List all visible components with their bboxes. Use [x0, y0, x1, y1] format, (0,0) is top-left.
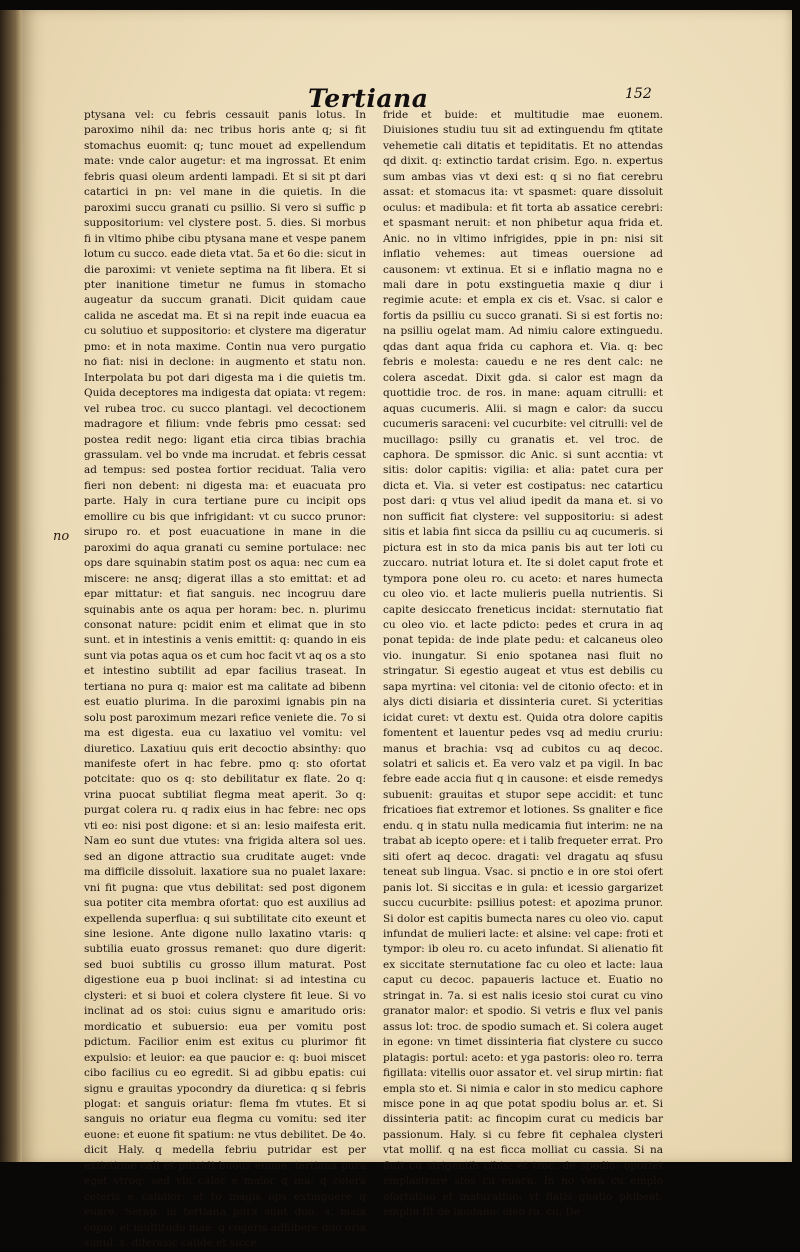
folio-number: 152 [625, 86, 652, 102]
right-column-text: fride et buide: et multitudie mae euonem. Diuisiones studiu tuu sit ad extinguendu fm qtitate vehemetie cali ditatis et tepiditatis. Et no attendas qd dixit. q: extinctio tardat crisim. Ego. n. expertus sum ambas vias vt dexi est: q si no fiat cerebru assat: et stomacus ita: vt spasmet: quare dissoluit oculus: et madibula: et fit torta ab assatice cerebri: et spasmant neruit: et non phibetur aqua frida et. Anic. no in vltimo infrigides, ppie in pn: nisi sit inflatio vehemes: aut timeas ouersione ad causonem: vt extinua. Et si e inflatio magna no e mali dare in potu exstinguetia maxie q diur i regimie acute: et empla ex cis et. Vsac. si calor e fortis da psilliu cu succo granati. Si si est fortis no: na psilliu ogelat mam. Ad nimiu calore extinguedu. qdas dant aqua frida cu caphora et. Via. q: bec febris e molesta: cauedu e ne res dent calc: ne colera ascedat. Dixit gda. si calor est magn da quottidie troc. de ros. in mane: aquam citrulli: et aquas cucumeris. Alii. si magn e calor: da succu cucumeris saraceni: vel cucurbite: vel citrulli: vel de mucillago: psilly cu granatis et. vel troc. de caphora. De spmissor. dic Anic. si sunt accntia: vt sitis: dolor capitis: vigilia: et alia: patet cura per dicta et. Via. si veter est costipatus: nec catarticu post dari: q vtus vel aliud ipedit da mana et. si vo non sufficit fiat clystere: vel suppositoriu: si adest sitis et labia fint sicca da psilliu cu aq cucumeris. si pictura est in sto da mica panis bis aut ter loti cu zuccaro. nutriat lotura et. Ite si dolet caput frote et tympora pone oleu ro. cu aceto: et nares humecta cu oleo vio. et lacte mulieris puella nutrientis. Si capite desiccato freneticus incidat: sternutatio fiat cu oleo vio. et lacte pdicto: pedes et crura in aq ponat tepida: de inde plate pedu: et calcaneus oleo vio. inungatur. Si enio spotanea nasi fluit no stringatur. Si egestio augeat et vtus est debilis cu sapa myrtina: vel citonia: vel de citonio ofecto: et in alys dicti disiaria et dissinteria curet. Si ycteritias icidat curet: vt dextu est. Quida otra dolore capitis fomentent et lauentur pedes vsq ad mediu cruriu: manus et brachia: vsq ad cubitos cu aq decoc. solatri et salicis et. Ea vero valz et pa vigil. In bac febre eade accia fiut q in causone: et eisde remedys subuenit: grauitas et stupor sepe accidit: et tunc fricatioes fiat extremor et lotiones. Ss gnaliter e fice endu. q in statu nulla medicamia fiut interim: ne na trabat ab icepto opere: et i talib frequeter errat. Pro siti ofert aq decoc. dragati: vel dragatu aq sfusu teneat sub lingua. Vsac. si pnctio e in ore stoi ofert panis lot. Si siccitas e in gula: et icessio gargarizet succu cucurbite: psillius potest: et apozima prunor. Si dolor est capitis bumecta nares cu oleo vio. caput infundat de mulieri lacte: et alsine: vel cape: froti et tympor: ib oleu ro. cu aceto infundat. Si alienatio fit ex siccitate sternutatione fac cu oleo et lacte: laua caput cu decoc. papaueris lactuce et. Euatio no stringat in. 7a. si est nalis icesio stoi curat cu vino granator malor: et spodio. Si vetris e flux vel panis assus lot: troc. de spodio sumach et. Si colera auget in egone: vn timet dissinteria fiat clystere cu succo platagis: portul: aceto: et yga pastoris: oleo ro. terra figillata: vitellis ouor assator et. vel sirup mirtin: fiat empla sto et. Si nimia e calor in sto medicu caphore misce pone in aq que potat spodiu bolus ar. et. Si dissinteria patit: ac fincopim curat cu medicis bar passionum. Haly. si cu febre fit cephalea clysteri vtat mollif. q na est ficca molliat cu cassia. Si na fluit cu strigentib cibis: et troc. de spodio: oportet emplastrare stos cu euacu. In no vera cu emplo ofortatiuo et maturatiuo: vt flatis gnatio phibeat: emplm fit de laudano: oleo ro. cu. De [383, 109, 663, 1219]
left-column-text: ptysana vel: cu febris cessauit panis lotus. In paroximo nihil da: nec tribus horis ante q; si fit stomachus euomit: q; tunc mouet ad expellendum mate: vnde calor augetur: et ma ingrossat. Et enim febris quasi oleum ardenti lampadi. Et si sit pt dari catartici in pn: vel mane in die quietis. In die paroximi succu granati cu psillio. Si vero si suffic p suppositorium: vel clystere post. 5. dies. Si morbus fi in vltimo phibe cibu ptysana mane et vespe panem lotum cu succo. eade dieta vtat. 5a et 6o die: sicut in die paroximi: vt veniete septima na fit libera. Et si pter inanitione timetur ne fumus in stomacho augeatur da succum granati. Dicit quidam caue calida ne ascedat ma. Et si na repit inde euacua ea cu solutiuo et suppositorio: et clystere ma digeratur pmo: et in nota maxime. Contin nua vero purgatio no fiat: nisi in declone: in augmento et statu non. Interpolata bu pot dari digesta ma i die quietis tm. Quida deceptores ma indigesta dat opiata: vt regem: vel rubea troc. cu succo plantagi. vel decoctionem madragore et filium: vnde febris pmo cessat: sed postea redit nego: ligant etia circa tibias brachia grassulam. vel bo vnde ma incrudat. et febris cessat ad tempus: sed postea fortior reciduat. Talia vero fieri non debent: ni digesta ma: et euacuata pro parte. Haly in cura tertiane pure cu incipit ops emollire cu bis que infrigidant: vt cu succo prunor: sirupo ro. et post euacuatione in mane in die paroximi do aqua granati cu semine portulace: nec ops dare squinabin statim post os aqua: nec cum ea miscere: ne ansq; digerat illas a sto emittat: et ad epar mittatur: et fiat sanguis. nec incogruu dare squinabis ante os aqua per horam: bec. n. plurimu consonat nature: pcidit enim et elimat que in sto sunt. et in intestinis a venis emittit: q: quando in eis sunt via potas aqua os et cum hoc facit vt aq os a sto et intestino subtilit ad epar facilius traseat. In tertiana no pura q: maior est ma calitate ad bibenn est euatio plurima. In die paroximi ignabis pin na solu post paroximum mezari refice veniete die. 7o si ma est digesta. eua cu laxatiuo vel vomitu: vel diuretico. Laxatiuu quis erit decoctio absinthy: quo manifeste ofert in hac febre. pmo q: sto ofortat potcitate: quo os q: sto debilitatur ex flate. 2o q: vrina puocat subtiliat flegma meat aperit. 3o q: purgat colera ru. q radix eius in hac febre: nec ops vti eo: nisi post digone: et si an: lesio maifesta erit. Nam eo sunt due vtutes: vna frigida altera sol ues. sed an digone attractio sua cruditate auget: vnde ma difficile dissoluit. laxatiore sua no pualet laxare: vni fit pugna: que vtus debilitat: sed post digonem sua potiter cita membra ofortat: quo est auxilius ad expellenda superflua: q sui subtilitate cito exeunt et sine lesione. Ante digone nullo laxatino vtaris: q subtilia euato grossus remanet: quo dure digerit: sed buoi subtilis cu grosso illum maturat. Post digestione eua p buoi inclinat: si ad intestina cu clysteri: et si buoi et colera clystere fit leue. Si vo inclinat ad os stoi: cuius signu e amaritudo oris: mordicatio et subuersio: eua per vomitu post pdictum. Facilior enim est exitus cu plurimor fit expulsio: et leuior: ea que paucior e: q: buoi miscet cibo facilius cu eo egredit. Si ad gibbu epatis: cui signu e grauitas ypocondry da diuretica: q si febris plogat: et sanguis oriatur: flema fm vtutes. Et si sanguis no oriatur eua flegma cu vomitu: sed iter euone: et euone fit spatium: ne vtus debilitet. De 4o. dicit Haly. q medella febriu putridar est per extictione cali et putridi buous euone. tertiana pura eget vtroq: sed vbi calor e maior q ma: q colera ceteris e calidior: et to magis ops extinguere q euare. Serap. in tertiana pura sunt duo. s. mala copio: et multitudo mae. q cogeris adhibere duo oria simul. s. diferasic calide et sicce [84, 109, 366, 1250]
margin-note: no [53, 529, 70, 544]
right-text-column [383, 108, 663, 1219]
book-gutter [0, 10, 22, 1162]
left-text-column [84, 108, 366, 1250]
running-head: Tertiana [308, 84, 429, 113]
